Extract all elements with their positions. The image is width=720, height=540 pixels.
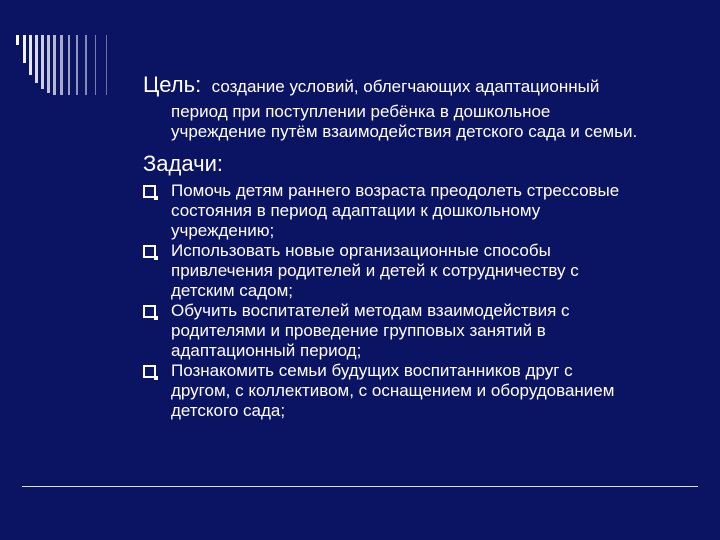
square-bullet-icon [143,305,156,318]
decoration-bar [41,35,44,89]
task-text-line: Помочь детям раннего возраста преодолеть стрессовые [171,181,620,200]
task-text-line: состояния в период адаптации к дошкольному [171,201,541,220]
goal-label: Цель: [143,72,202,97]
task-item [143,361,703,421]
goal-text-line-3: учреждение путём взаимодействия детского сада и семьи. [171,122,638,141]
decoration-bar [76,35,78,95]
square-bullet-icon [143,185,156,198]
vertical-bars-decoration [16,35,121,95]
task-text-line: родителями и проведение групповых занятий в [171,321,546,340]
task-text-line: Использовать новые организационные способы [171,241,551,260]
task-item [143,241,703,301]
goal-continuation [171,102,719,142]
goal-text-line-1: создание условий, облегчающих адаптационный [211,77,600,96]
decoration-bar [53,35,56,95]
decoration-bar [23,35,26,63]
bottom-divider [22,486,698,487]
goal-heading [143,72,599,98]
task-text-line: Обучить воспитателей методам взаимодействия с [171,301,570,320]
tasks-list [143,181,703,421]
decoration-bar [47,35,50,93]
task-text-line: адаптационный период; [171,341,362,360]
task-text-line: детским садом; [171,281,293,300]
decoration-bar [60,35,63,95]
decoration-bar [16,35,19,45]
task-item [143,301,703,361]
task-text-line: учреждению; [171,221,275,240]
goal-text-line-2: период при поступлении ребёнка в дошкольное [171,102,551,121]
decoration-bar [68,35,70,95]
task-text-line: Познакомить семьи будущих воспитанников друг с [171,361,573,380]
task-text-line: детского сада; [171,401,286,420]
decoration-bar [29,35,32,75]
square-bullet-icon [143,365,156,378]
task-text-line: привлечения родителей и детей к сотрудничеству с [171,261,579,280]
task-text-line: другом, с коллективом, с оснащением и оборудованием [171,381,615,400]
decoration-bar [95,35,96,95]
task-item [143,181,703,241]
decoration-bar [106,35,107,95]
square-bullet-icon [143,245,156,258]
decoration-bar [35,35,38,83]
decoration-bar [85,35,87,95]
tasks-label: Задачи: [143,151,223,176]
